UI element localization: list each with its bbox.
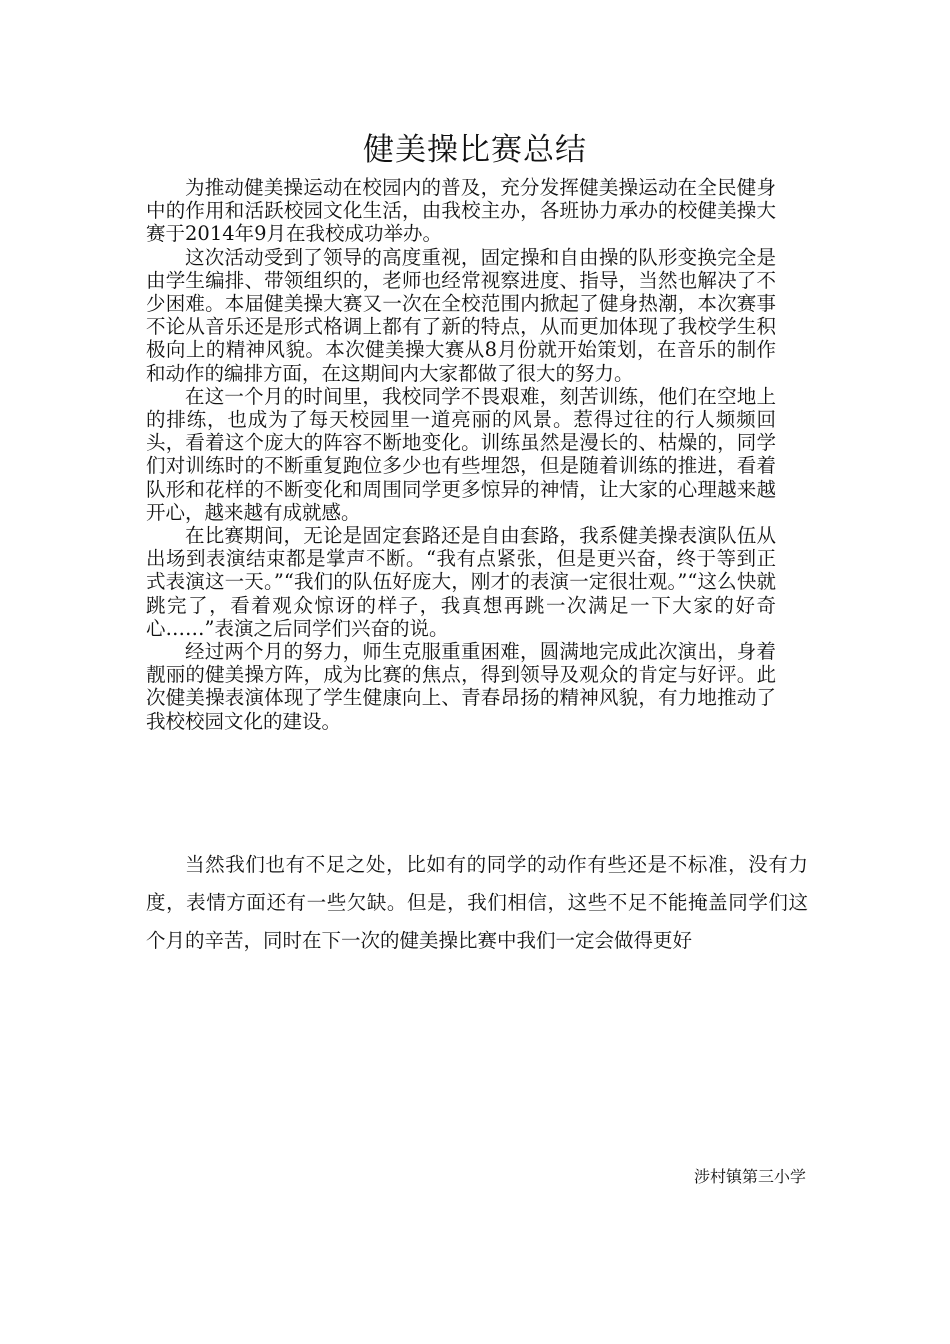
paragraph-intro: 为推动健美操运动在校园内的普及，充分发挥健美操运动在全民健身中的作用和活跃校园文化生活，由我校主办，各班协力承办的校健美操大赛于2014年9月在我校成功举办。 — [146, 176, 776, 246]
paragraph-shortcomings: 当然我们也有不足之处，比如有的同学的动作有些还是不标准，没有力度，表情方面还有一些欠缺。但是，我们相信，这些不足不能掩盖同学们这个月的辛苦，同时在下一次的健美操比赛中我们一定会做得更好 — [146, 853, 808, 952]
document-body — [146, 176, 776, 733]
paragraph-competition: 在比赛期间，无论是固定套路还是自由套路，我系健美操表演队伍从出场到表演结束都是掌声不断。“我有点紧张，但是更兴奋，终于等到正式表演这一天。”“我们的队伍好庞大，刚才的表演一定很壮观。”“这么快就跳完了，看着观众惊讶的样子，我真想再跳一次满足一下大家的好奇心……”表演之后同学们兴奋的说。 — [146, 524, 776, 640]
page-title: 健美操比赛总结 — [363, 132, 587, 168]
signature: 涉村镇第三小学 — [693, 1167, 806, 1186]
paragraph-training: 在这一个月的时间里，我校同学不畏艰难，刻苦训练，他们在空地上的排练，也成为了每天校园里一道亮丽的风景。惹得过往的行人频频回头，看着这个庞大的阵容不断地变化。训练虽然是漫长的、枯燥的，同学们对训练时的不断重复跑位多少也有些埋怨，但是随着训练的推进，看着队形和花样的不断变化和周围同学更多惊异的神情，让大家的心理越来越开心，越来越有成就感。 — [146, 384, 776, 524]
paragraph-attention: 这次活动受到了领导的高度重视，固定操和自由操的队形变换完全是由学生编排、带领组织的，老师也经常视察进度、指导，当然也解决了不少困难。本届健美操大赛又一次在全校范围内掀起了健身热潮，本次赛事不论从音乐还是形式格调上都有了新的特点，从而更加体现了我校学生积极向上的精神风貌。本次健美操大赛从8月份就开始策划，在音乐的制作和动作的编排方面，在这期间内大家都做了很大的努力。 — [146, 245, 776, 385]
document-closing — [146, 846, 808, 960]
paragraph-result: 经过两个月的努力，师生克服重重困难，圆满地完成此次演出，身着靓丽的健美操方阵，成为比赛的焦点，得到领导及观众的肯定与好评。此次健美操表演体现了学生健康向上、青春昂扬的精神风貌，有力地推动了我校校园文化的建设。 — [146, 640, 776, 733]
